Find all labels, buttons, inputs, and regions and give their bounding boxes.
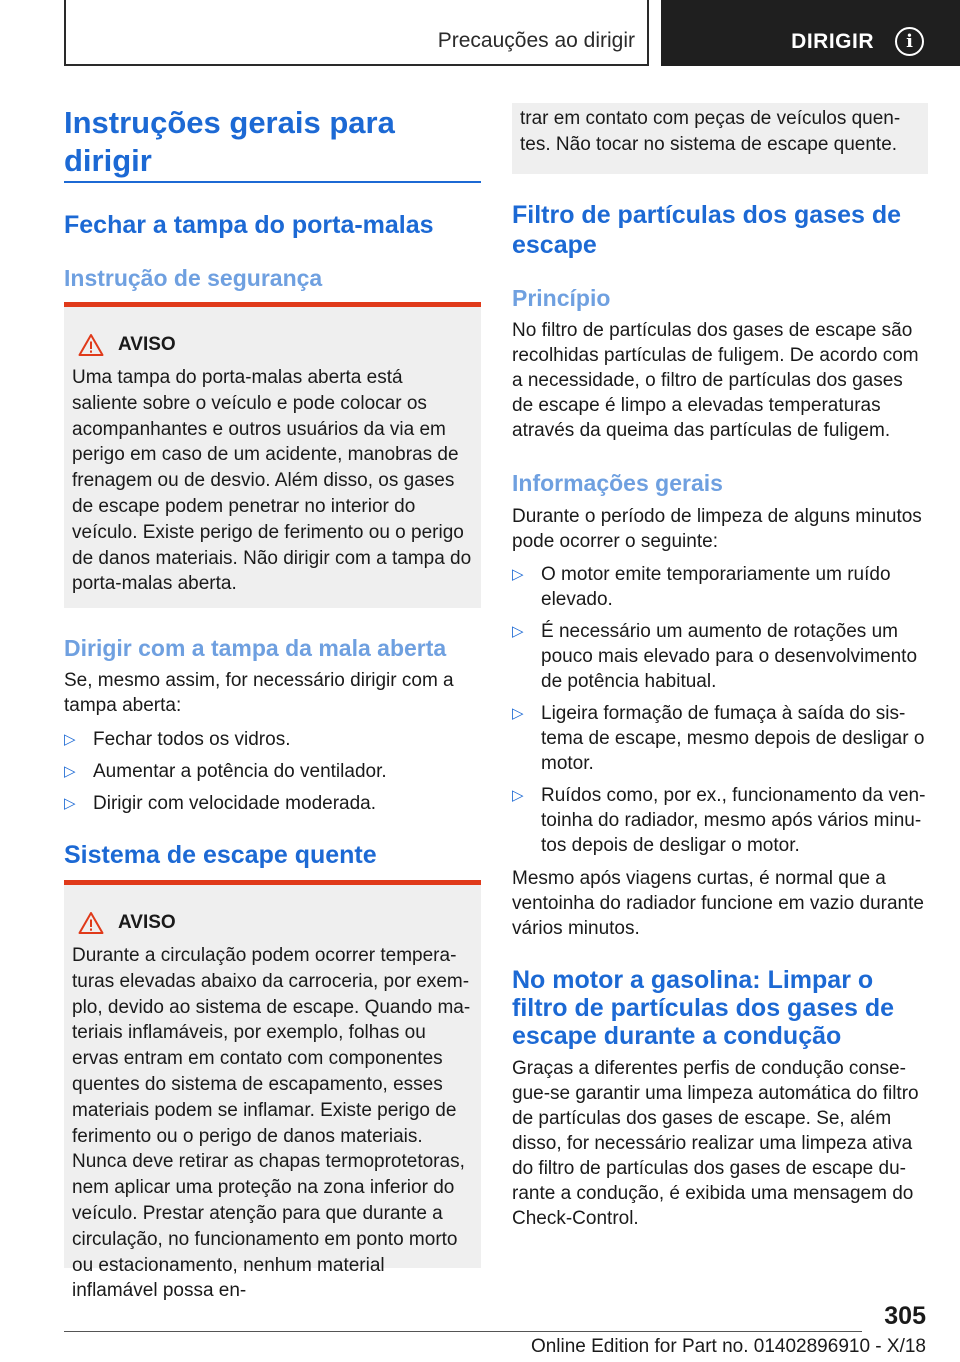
header-section-title: Precauções ao dirigir bbox=[437, 29, 635, 52]
open-trunk-intro: Se, mesmo assim, for necessário dirigir com a tampa aberta: bbox=[64, 670, 454, 716]
header-section-box bbox=[64, 0, 649, 66]
heading-open-trunk: Dirigir com a tampa da mala aberta bbox=[64, 635, 447, 661]
bullet-triangle-icon: ▷ bbox=[512, 623, 524, 640]
heading-safety-instruction: Instrução de segurança bbox=[64, 265, 323, 291]
bullet-triangle-icon: ▷ bbox=[64, 795, 76, 812]
header-chapter-title: DIRIGIR bbox=[791, 30, 874, 53]
open-trunk-list bbox=[64, 727, 481, 823]
title-rule bbox=[64, 181, 481, 183]
warning-header bbox=[78, 909, 473, 937]
page-title: Instruções gerais para dirigir bbox=[64, 105, 395, 178]
heading-general-info: Informações gerais bbox=[512, 470, 723, 496]
heading-principle: Princípio bbox=[512, 285, 611, 311]
gasoline-text: Graças a diferentes perfis de condução consegue-se garantir uma limpeza automática do filtro de partículas dos gases de escape. Se, além disso, for necessário realizar uma limpeza ativa do filtro de partículas dos gases de escape durante a condução, é exibida uma mensagem do Check-Control. bbox=[512, 1058, 919, 1229]
heading-hot-exhaust: Sistema de escape quente bbox=[64, 841, 377, 869]
general-outro: Mesmo após viagens curtas, é normal que a ventoinha do radiador funcione em vazio durante vários minutos. bbox=[512, 868, 924, 939]
list-item: ▷ Dirigir com velocidade moderada. bbox=[64, 793, 377, 814]
page-number: 305 bbox=[884, 1302, 926, 1330]
info-icon: i bbox=[895, 27, 924, 56]
warning-triangle-icon bbox=[78, 333, 104, 357]
general-list bbox=[512, 562, 928, 865]
bullet-triangle-icon: ▷ bbox=[512, 705, 524, 722]
list-item: ▷ Ruídos como, por ex., funcionamento da ventoinha do radiador, mesmo após vários minutos depois de desligar o motor. bbox=[512, 785, 926, 856]
warning-box-continuation: trar em contato com peças de veículos quentes. Não tocar no sistema de escape quente. bbox=[512, 103, 928, 174]
warning-header bbox=[78, 331, 473, 359]
warning-title: AVISO bbox=[118, 912, 176, 933]
bullet-triangle-icon: ▷ bbox=[64, 731, 76, 748]
bullet-triangle-icon: ▷ bbox=[512, 566, 524, 583]
warning-text: Uma tampa do porta-malas aberta está saliente sobre o veículo e pode colocar os acompanhantes e outros usuários da via em perigo em caso de um acidente, manobras de frenagem ou de desvio. Além disso, os gases de escape podem penetrar no interior do veículo. Existe perigo de ferimento ou o perigo de danos materiais. Não dirigir com a tampa do porta-malas aberta. bbox=[72, 367, 472, 595]
warning-triangle-icon bbox=[78, 911, 104, 935]
list-item: ▷ Fechar todos os vidros. bbox=[64, 729, 291, 750]
heading-gasoline-engine: No motor a gasolina: Limpar o filtro de partículas dos gases de escape durante a condução bbox=[512, 966, 895, 1050]
bullet-triangle-icon: ▷ bbox=[512, 787, 524, 804]
heading-close-trunk: Fechar a tampa do porta-malas bbox=[64, 211, 434, 239]
warning-title: AVISO bbox=[118, 334, 176, 355]
footer-edition: Online Edition for Part no. 01402896910 - X/18 bbox=[530, 1336, 926, 1357]
warning-box-trunk bbox=[64, 302, 481, 608]
bullet-triangle-icon: ▷ bbox=[64, 763, 76, 780]
warning-text: Durante a circulação podem ocorrer temperaturas elevadas abaixo da carroceria, por exemplo, devido ao sistema de escape. Quando materiais inflamáveis, por exemplo, folhas ou ervas entram em contato com componentes quentes do sistema de escapamento, esses materiais podem se inflamar. Existe perigo de ferimento ou o perigo de danos materiais. Nunca deve retirar as chapas termoprotetoras, nem aplicar uma proteção na zona inferior do veículo. Prestar atenção para que durante a circulação, no funcionamento em ponto morto ou estacionamento, nenhum material inflamável possa en- bbox=[72, 945, 471, 1302]
warning-box-exhaust bbox=[64, 880, 481, 1302]
header-chapter-box bbox=[661, 0, 960, 66]
general-intro: Durante o período de limpeza de alguns minutos pode ocorrer o seguinte: bbox=[512, 506, 922, 552]
footer-rule bbox=[64, 1331, 862, 1332]
list-item: ▷ Aumentar a potência do ventilador. bbox=[64, 761, 387, 782]
list-item: ▷ Ligeira formação de fumaça à saída do sistema de escape, mesmo depois de desligar o motor. bbox=[512, 703, 925, 774]
principle-text: No filtro de partículas dos gases de escape são recolhidas partículas de fuligem. De acordo com a necessidade, o filtro de partículas dos gases de escape é limpo a elevadas temperaturas através da queima das partículas de fuligem. bbox=[512, 320, 919, 441]
list-item: ▷ É necessário um aumento de rotações um pouco mais elevado para o desenvolvimento de potência habitual. bbox=[512, 621, 918, 692]
heading-particle-filter: Filtro de partículas dos gases de escape bbox=[512, 201, 902, 259]
list-item: ▷ O motor emite temporariamente um ruído elevado. bbox=[512, 564, 891, 610]
